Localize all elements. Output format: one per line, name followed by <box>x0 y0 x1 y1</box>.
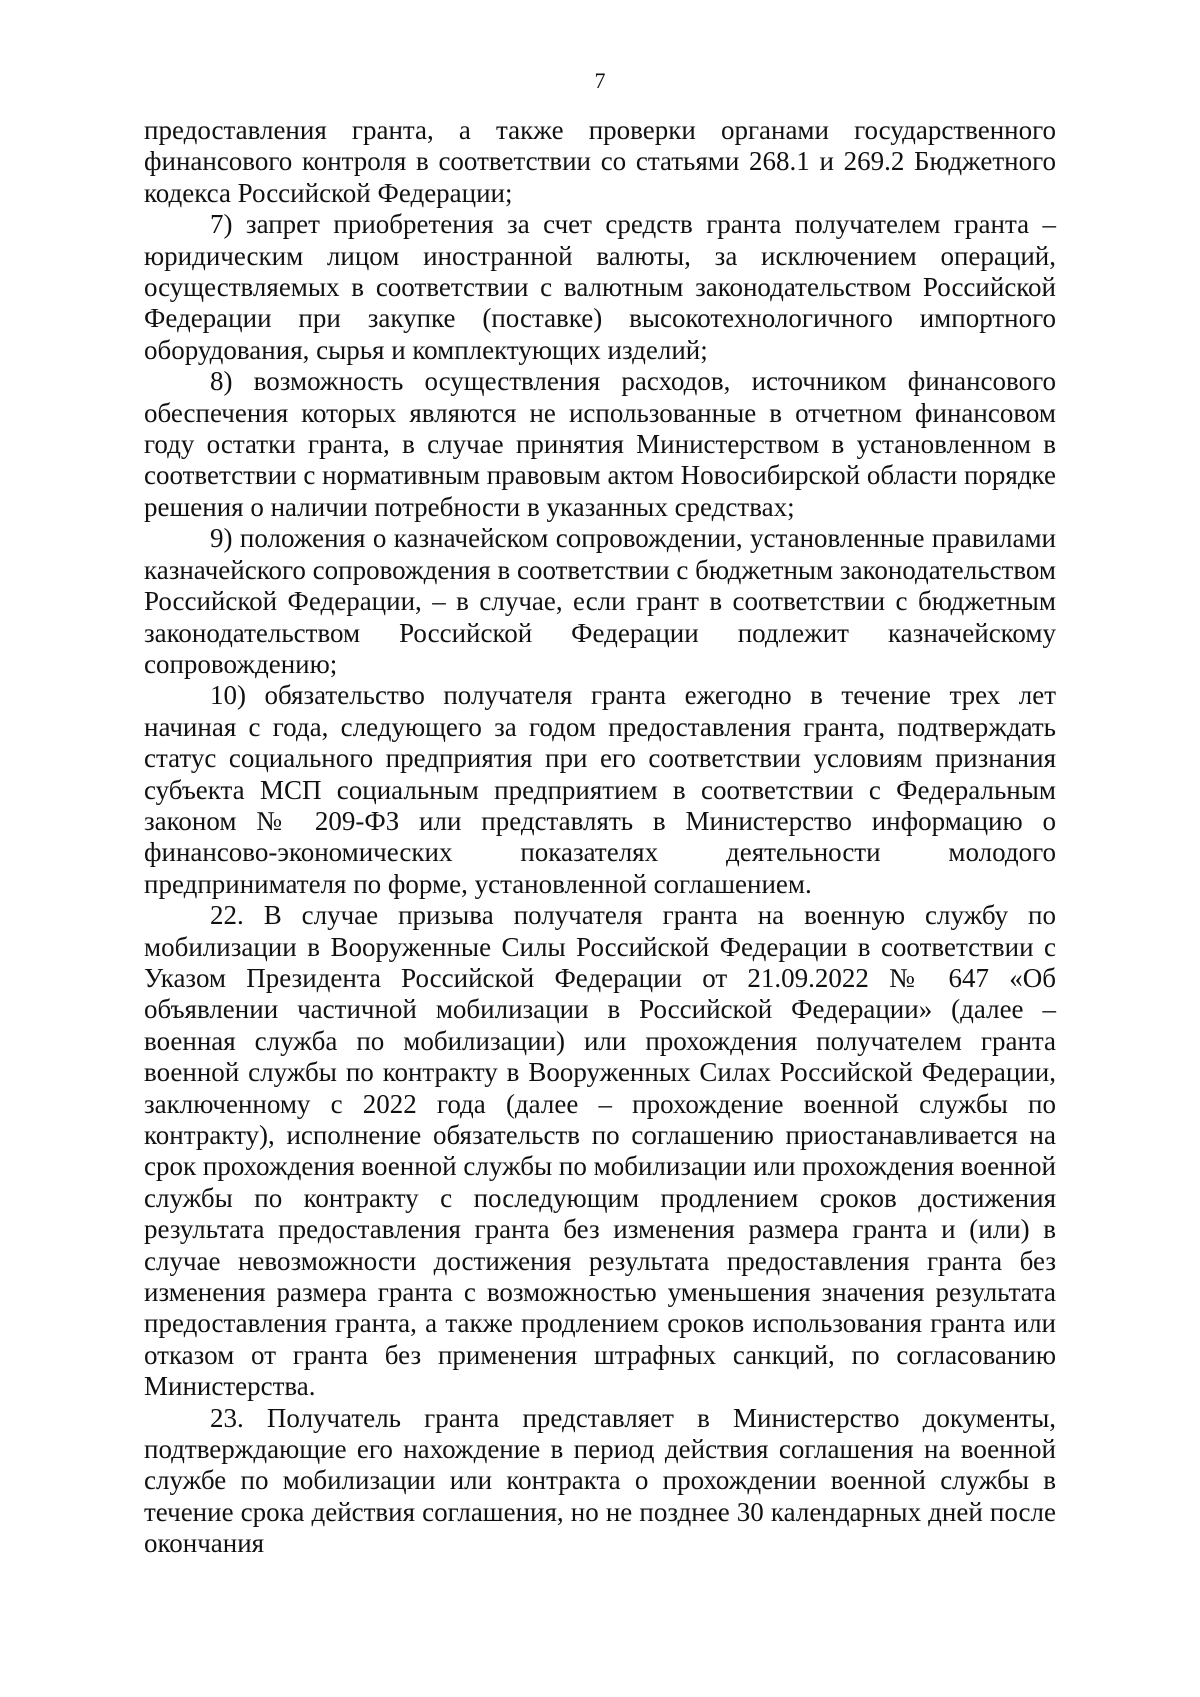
paragraph-item-10: 10) обязательство получателя гранта ежегодно в течение трех лет начиная с года, следующего за годом предоставления гранта, подтверждать статус социального предприятия при его соответствии условиям признания субъекта МСП социальным предприятием в соответствии с Федеральным законом № 209-ФЗ или представлять в Министерство информацию о финансово-экономических показателях деятельности молодого предпринимателя по форме, установленной соглашением. <box>144 680 1056 899</box>
paragraph-item-9: 9) положения о казначейском сопровождении, установленные правилами казначейского сопровождения в соответствии с бюджетным законодательством Российской Федерации, – в случае, если грант в соответствии с бюджетным законодательством Российской Федерации подлежит казначейскому сопровождению; <box>144 523 1056 679</box>
paragraph-item-7: 7) запрет приобретения за счет средств гранта получателем гранта – юридическим лицом иностранной валюты, за исключением операций, осуществляемых в соответствии с валютным законодательством Российской Федерации при закупке (поставке) высокотехнологичного импортного оборудования, сырья и комплектующих изделий; <box>144 209 1056 365</box>
document-body <box>144 115 1056 1560</box>
page-number: 7 <box>594 68 606 93</box>
paragraph-section-23: 23. Получатель гранта представляет в Министерство документы, подтверждающие его нахождение в период действия соглашения на военной службе по мобилизации или контракта о прохождении военной службы в течение срока действия соглашения, но не позднее 30 календарных дней после окончания <box>144 1402 1056 1559</box>
paragraph-continuation: предоставления гранта, а также проверки органами государственного финансового контроля в соответствии со статьями 268.1 и 269.2 Бюджетного кодекса Российской Федерации; <box>144 115 1056 208</box>
paragraph-item-8: 8) возможность осуществления расходов, источником финансового обеспечения которых являются не использованные в отчетном финансовом году остатки гранта, в случае принятия Министерством в установленном в соответствии с нормативным правовым актом Новосибирской области порядке решения о наличии потребности в указанных средствах; <box>144 366 1056 522</box>
paragraph-section-22: 22. В случае призыва получателя гранта на военную службу по мобилизации в Вооруженные Силы Российской Федерации в соответствии с Указом Президента Российской Федерации от 21.09.2022 № 647 «Об объявлении частичной мобилизации в Российской Федерации» (далее – военная служба по мобилизации) или прохождения получателем гранта военной службы по контракту в Вооруженных Силах Российской Федерации, заключенному с 2022 года (далее – прохождение военной службы по контракту), исполнение обязательств по соглашению приостанавливается на срок прохождения военной службы по мобилизации или прохождения военной службы по контракту с последующим продлением сроков достижения результата предоставления гранта без изменения размера гранта и (или) в случае невозможности достижения результата предоставления гранта без изменения размера гранта с возможностью уменьшения значения результата предоставления гранта, а также продлением сроков использования гранта или отказом от гранта без применения штрафных санкций, по согласованию Министерства. <box>144 900 1056 1402</box>
